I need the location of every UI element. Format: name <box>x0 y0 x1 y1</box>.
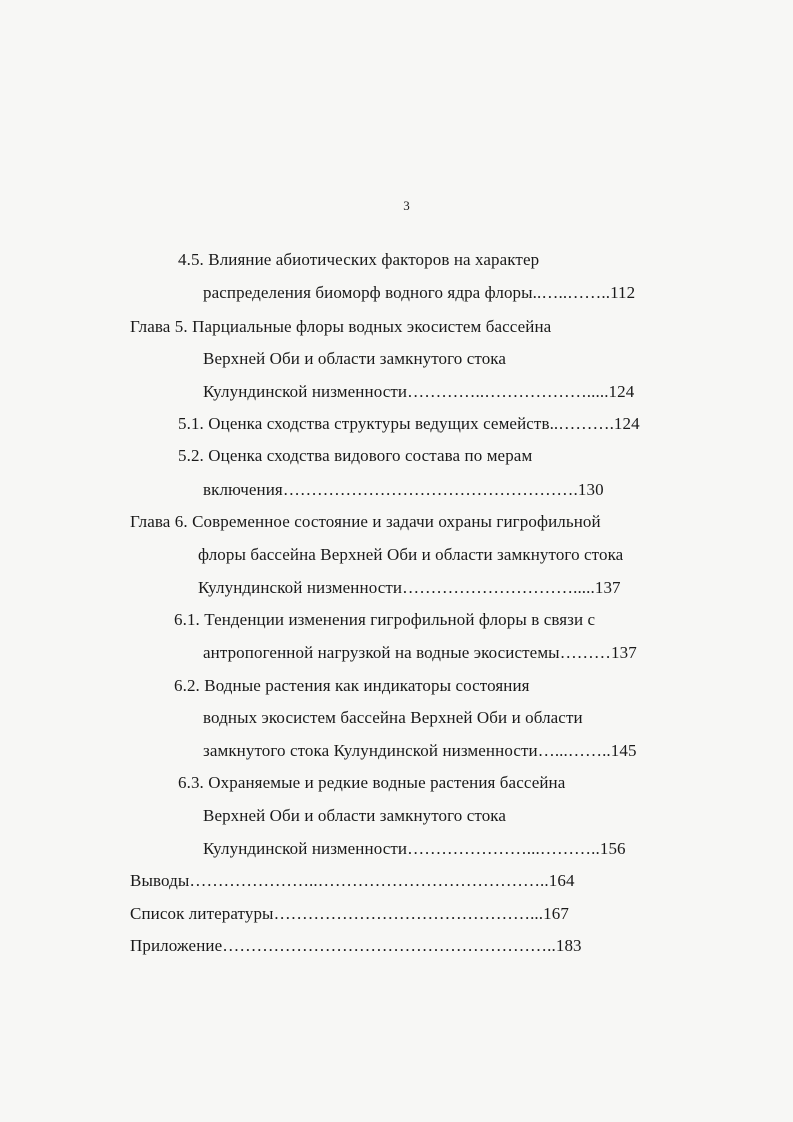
toc-line-4-5-title: 4.5. Влияние абиотических факторов на характер <box>178 250 540 269</box>
toc-line-chapter-5-title: Глава 5. Парциальные флоры водных экосистем бассейна <box>130 317 552 336</box>
toc-line-6-2-cont-1: водных экосистем бассейна Верхней Оби и области <box>203 708 583 727</box>
toc-line-chapter-6-title: Глава 6. Современное состояние и задачи охраны гигрофильной <box>130 512 601 531</box>
toc-line-conclusions: Выводы…………………..…………………………………..164 <box>130 871 575 890</box>
toc-line-appendix: Приложение…………………………………………………..183 <box>130 936 582 955</box>
page-number: 3 <box>403 198 410 213</box>
toc-line-6-1-cont: антропогенной нагрузкой на водные экосистемы………137 <box>203 643 637 662</box>
toc-line-chapter-6-cont-2: Кулундинской низменности………………………….....137 <box>198 578 621 597</box>
toc-line-6-3-cont-1: Верхней Оби и области замкнутого стока <box>203 806 507 825</box>
toc-line-6-3-title: 6.3. Охраняемые и редкие водные растения бассейна <box>178 773 566 792</box>
toc-line-4-5-cont: распределения биоморф водного ядра флоры..…..……..112 <box>203 283 636 302</box>
toc-line-5-2-title: 5.2. Оценка сходства видового состава по мерам <box>178 446 533 465</box>
toc-line-chapter-5-cont-2: Кулундинской низменности…………..……………….....124 <box>203 382 635 401</box>
toc-line-references: Список литературы………………………………………...167 <box>130 904 569 923</box>
toc-line-6-2-title: 6.2. Водные растения как индикаторы состояния <box>174 676 530 695</box>
toc-line-5-2-cont: включения…………………………………………….130 <box>203 480 604 499</box>
toc-line-5-1: 5.1. Оценка сходства структуры ведущих семейств..……….124 <box>178 414 640 433</box>
toc-line-6-3-cont-2: Кулундинской низменности…………………...………..156 <box>203 839 626 858</box>
toc-line-chapter-5-cont-1: Верхней Оби и области замкнутого стока <box>203 349 507 368</box>
toc-line-6-1-title: 6.1. Тенденции изменения гигрофильной флоры в связи с <box>174 610 596 629</box>
toc-line-6-2-cont-2: замкнутого стока Кулундинской низменности…...……..145 <box>203 741 637 760</box>
toc-line-chapter-6-cont-1: флоры бассейна Верхней Оби и области замкнутого стока <box>198 545 624 564</box>
